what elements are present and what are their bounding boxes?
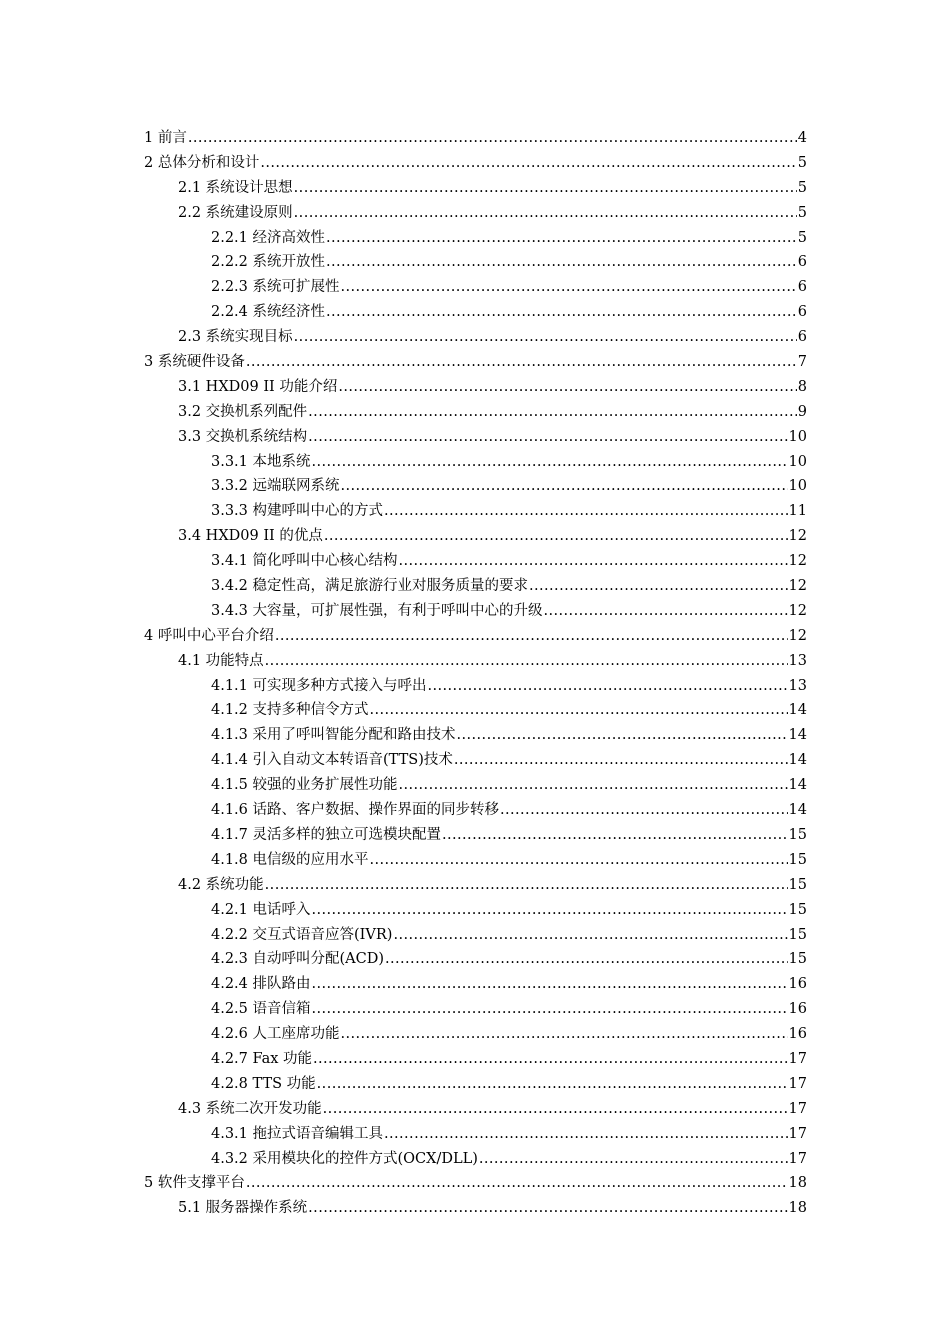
toc-dot-leader <box>370 698 788 723</box>
toc-entry[interactable] <box>144 1097 807 1122</box>
toc-dot-leader <box>385 947 788 972</box>
toc-dot-leader <box>323 1097 788 1122</box>
toc-dot-leader <box>275 624 788 649</box>
toc-dot-leader <box>399 773 788 798</box>
toc-entry[interactable] <box>144 898 807 923</box>
toc-entry[interactable] <box>144 126 807 151</box>
toc-entry[interactable] <box>144 674 807 699</box>
toc-entry-page-number: 10 <box>788 478 807 495</box>
toc-entry-page-number: 15 <box>788 901 807 918</box>
toc-entry-title: 4.1 功能特点 <box>178 652 264 669</box>
toc-dot-leader <box>312 972 788 997</box>
toc-entry-title: 4.2.7 Fax 功能 <box>211 1050 313 1067</box>
toc-dot-leader <box>384 1122 788 1147</box>
toc-entry-title: 1 前言 <box>144 130 187 146</box>
toc-dot-leader <box>428 674 788 699</box>
toc-entry[interactable] <box>144 1196 807 1221</box>
toc-entry[interactable] <box>144 250 807 275</box>
toc-entry-page-number: 16 <box>788 1026 807 1043</box>
toc-dot-leader <box>188 126 797 151</box>
toc-entry-page-number: 13 <box>788 677 807 694</box>
toc-entry-page-number: 17 <box>788 1150 807 1167</box>
toc-entry[interactable] <box>144 748 807 773</box>
toc-entry-title: 2.2 系统建设原则 <box>178 204 293 221</box>
toc-entry[interactable] <box>144 375 807 400</box>
toc-dot-leader <box>326 250 797 275</box>
toc-entry-page-number: 14 <box>788 727 807 744</box>
toc-entry[interactable] <box>144 275 807 300</box>
toc-entry[interactable] <box>144 798 807 823</box>
toc-entry-page-number: 5 <box>797 179 807 196</box>
toc-entry-page-number: 12 <box>788 528 807 545</box>
toc-dot-leader <box>308 425 787 450</box>
toc-entry[interactable] <box>144 723 807 748</box>
toc-entry[interactable] <box>144 325 807 350</box>
toc-entry-title: 4.1.3 采用了呼叫智能分配和路由技术 <box>211 727 456 744</box>
toc-dot-leader <box>312 997 788 1022</box>
toc-entry-title: 3.4 HXD09 II 的优点 <box>178 528 323 545</box>
toc-entry-title: 4.1.4 引入自动文本转语音(TTS)技术 <box>211 752 453 769</box>
toc-dot-leader <box>265 649 788 674</box>
toc-dot-leader <box>442 823 788 848</box>
toc-dot-leader <box>265 873 788 898</box>
toc-dot-leader <box>479 1147 788 1172</box>
toc-dot-leader <box>317 1072 788 1097</box>
toc-entry-page-number: 6 <box>797 254 807 271</box>
toc-dot-leader <box>246 1171 788 1196</box>
toc-dot-leader <box>529 574 788 599</box>
toc-entry[interactable] <box>144 997 807 1022</box>
toc-entry-title: 3.4.1 简化呼叫中心核心结构 <box>211 553 398 570</box>
toc-dot-leader <box>338 375 796 400</box>
toc-entry-title: 2.2.1 经济高效性 <box>211 229 326 246</box>
toc-entry[interactable] <box>144 923 807 948</box>
toc-entry-page-number: 12 <box>788 627 807 644</box>
toc-entry-page-number: 9 <box>797 403 807 420</box>
toc-entry-page-number: 8 <box>797 378 807 395</box>
toc-entry[interactable] <box>144 1047 807 1072</box>
toc-dot-leader <box>246 350 797 375</box>
toc-dot-leader <box>312 450 788 475</box>
toc-dot-leader <box>341 1022 788 1047</box>
toc-entry-page-number: 7 <box>797 354 807 371</box>
toc-entry[interactable] <box>144 574 807 599</box>
toc-entry-title: 4.3.1 拖拉式语音编辑工具 <box>211 1125 384 1142</box>
toc-entry-title: 4.1.8 电信级的应用水平 <box>211 851 369 868</box>
toc-entry-title: 5.1 服务器操作系统 <box>178 1200 308 1217</box>
toc-entry[interactable] <box>144 698 807 723</box>
toc-entry-page-number: 4 <box>797 130 807 146</box>
toc-entry[interactable] <box>144 350 807 375</box>
toc-entry-title: 2.2.3 系统可扩展性 <box>211 279 340 296</box>
toc-entry-page-number: 17 <box>788 1100 807 1117</box>
toc-entry[interactable] <box>144 1147 807 1172</box>
toc-dot-leader <box>308 1196 787 1221</box>
toc-entry[interactable] <box>144 201 807 226</box>
toc-entry-page-number: 10 <box>788 428 807 445</box>
toc-entry-title: 4.1.6 话路、客户数据、操作界面的同步转移 <box>211 802 500 819</box>
toc-dot-leader <box>384 499 788 524</box>
toc-entry[interactable] <box>144 499 807 524</box>
toc-entry[interactable] <box>144 599 807 624</box>
toc-entry[interactable] <box>144 1072 807 1097</box>
toc-dot-leader <box>393 923 787 948</box>
toc-entry[interactable] <box>144 873 807 898</box>
toc-dot-leader <box>294 201 797 226</box>
toc-entry-page-number: 16 <box>788 1001 807 1018</box>
toc-entry-page-number: 17 <box>788 1075 807 1092</box>
toc-entry[interactable] <box>144 151 807 176</box>
toc-entry-page-number: 5 <box>797 229 807 246</box>
toc-entry-title: 3.3.2 远端联网系统 <box>211 478 340 495</box>
toc-dot-leader <box>308 400 797 425</box>
toc-entry-title: 3 系统硬件设备 <box>144 354 245 371</box>
toc-entry-page-number: 18 <box>788 1200 807 1217</box>
toc-entry-page-number: 15 <box>788 926 807 943</box>
toc-entry-page-number: 14 <box>788 777 807 794</box>
toc-entry-page-number: 12 <box>788 602 807 619</box>
toc-entry-page-number: 12 <box>788 553 807 570</box>
toc-entry-page-number: 6 <box>797 329 807 346</box>
toc-entry[interactable] <box>144 549 807 574</box>
toc-entry[interactable] <box>144 425 807 450</box>
toc-dot-leader <box>544 599 788 624</box>
toc-entry-page-number: 14 <box>788 802 807 819</box>
table-of-contents <box>144 126 807 1221</box>
toc-entry[interactable] <box>144 300 807 325</box>
toc-dot-leader <box>294 325 797 350</box>
toc-dot-leader <box>341 474 788 499</box>
toc-entry-title: 4.1.1 可实现多种方式接入与呼出 <box>211 677 427 694</box>
toc-entry[interactable] <box>144 400 807 425</box>
toc-dot-leader <box>313 1047 788 1072</box>
toc-entry-title: 4.1.5 较强的业务扩展性功能 <box>211 777 398 794</box>
toc-entry-title: 4 呼叫中心平台介绍 <box>144 627 274 644</box>
toc-entry-title: 2.2.4 系统经济性 <box>211 304 326 321</box>
toc-entry[interactable] <box>144 773 807 798</box>
toc-entry-title: 4.2.3 自动呼叫分配(ACD) <box>211 951 385 968</box>
toc-entry-title: 5 软件支撑平台 <box>144 1175 245 1192</box>
toc-entry-title: 3.3 交换机系统结构 <box>178 428 308 445</box>
toc-dot-leader <box>399 549 788 574</box>
toc-entry-title: 3.4.2 稳定性高，满足旅游行业对服务质量的要求 <box>211 578 529 595</box>
toc-entry-page-number: 17 <box>788 1125 807 1142</box>
toc-entry-page-number: 10 <box>788 453 807 470</box>
toc-entry-page-number: 15 <box>788 876 807 893</box>
toc-entry-title: 4.2.5 语音信箱 <box>211 1001 311 1018</box>
toc-entry-page-number: 12 <box>788 578 807 595</box>
toc-entry[interactable] <box>144 947 807 972</box>
toc-dot-leader <box>312 898 788 923</box>
toc-dot-leader <box>500 798 788 823</box>
toc-entry[interactable] <box>144 524 807 549</box>
toc-entry-page-number: 5 <box>797 204 807 221</box>
toc-entry-title: 4.3.2 采用模块化的控件方式(OCX/DLL) <box>211 1150 478 1167</box>
toc-entry[interactable] <box>144 226 807 251</box>
toc-dot-leader <box>326 226 797 251</box>
toc-entry[interactable] <box>144 450 807 475</box>
toc-entry[interactable] <box>144 848 807 873</box>
toc-dot-leader <box>326 300 797 325</box>
toc-entry-page-number: 14 <box>788 752 807 769</box>
toc-entry[interactable] <box>144 823 807 848</box>
toc-entry-title: 2.3 系统实现目标 <box>178 329 293 346</box>
toc-entry-title: 4.2.4 排队路由 <box>211 976 311 993</box>
toc-entry-page-number: 15 <box>788 851 807 868</box>
toc-entry-title: 4.2 系统功能 <box>178 876 264 893</box>
toc-entry[interactable] <box>144 474 807 499</box>
toc-entry[interactable] <box>144 624 807 649</box>
toc-entry-title: 3.2 交换机系列配件 <box>178 403 308 420</box>
toc-entry-title: 2 总体分析和设计 <box>144 154 260 171</box>
toc-dot-leader <box>454 748 788 773</box>
toc-entry-page-number: 13 <box>788 652 807 669</box>
toc-entry-page-number: 5 <box>797 154 807 171</box>
toc-dot-leader <box>294 176 797 201</box>
toc-entry-title: 4.2.2 交互式语音应答(IVR) <box>211 926 393 943</box>
toc-entry-page-number: 6 <box>797 279 807 296</box>
toc-entry[interactable] <box>144 972 807 997</box>
toc-entry[interactable] <box>144 1022 807 1047</box>
toc-dot-leader <box>260 151 796 176</box>
toc-entry-title: 2.2.2 系统开放性 <box>211 254 326 271</box>
toc-entry-title: 3.3.1 本地系统 <box>211 453 311 470</box>
toc-entry-title: 4.2.1 电话呼入 <box>211 901 311 918</box>
toc-dot-leader <box>370 848 788 873</box>
toc-entry-page-number: 11 <box>788 503 807 520</box>
toc-entry-page-number: 14 <box>788 702 807 719</box>
toc-dot-leader <box>457 723 788 748</box>
toc-entry[interactable] <box>144 1171 807 1196</box>
toc-entry-title: 4.2.8 TTS 功能 <box>211 1075 316 1092</box>
toc-entry[interactable] <box>144 649 807 674</box>
toc-entry[interactable] <box>144 176 807 201</box>
toc-entry-title: 3.3.3 构建呼叫中心的方式 <box>211 503 384 520</box>
toc-entry-title: 2.1 系统设计思想 <box>178 179 293 196</box>
toc-entry-page-number: 18 <box>788 1175 807 1192</box>
toc-entry-page-number: 17 <box>788 1050 807 1067</box>
toc-entry-title: 4.2.6 人工座席功能 <box>211 1026 340 1043</box>
toc-entry-title: 4.1.2 支持多种信令方式 <box>211 702 369 719</box>
toc-entry-page-number: 15 <box>788 951 807 968</box>
toc-entry-title: 4.1.7 灵活多样的独立可选模块配置 <box>211 826 442 843</box>
toc-entry-title: 4.3 系统二次开发功能 <box>178 1100 322 1117</box>
toc-entry-page-number: 6 <box>797 304 807 321</box>
toc-dot-leader <box>341 275 797 300</box>
toc-entry[interactable] <box>144 1122 807 1147</box>
toc-dot-leader <box>324 524 788 549</box>
toc-entry-title: 3.4.3 大容量，可扩展性强，有利于呼叫中心的升级 <box>211 602 543 619</box>
toc-entry-page-number: 16 <box>788 976 807 993</box>
toc-entry-title: 3.1 HXD09 II 功能介绍 <box>178 378 338 395</box>
toc-entry-page-number: 15 <box>788 826 807 843</box>
